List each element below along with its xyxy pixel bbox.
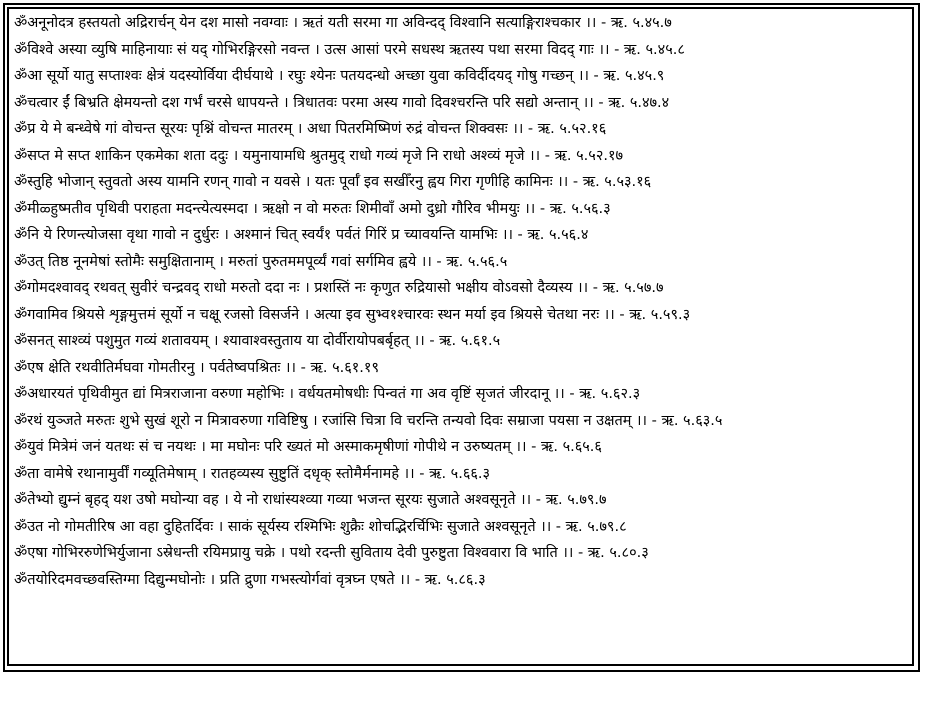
verse-line: ॐगोमदश्वावद् रथवत् सुवीरं चन्द्रवद् राधो मरुतो ददा नः । प्रशस्तिं नः कृणुत रुद्रियासो भक्षीय वोऽवसो दैव्यस्य ।। - ऋ. ५.५७.७	[14, 280, 664, 296]
verse-line: ॐअधारयतं पृथिवीमुत द्यां मित्रराजाना वरुणा महोभिः । वर्धयतमोषधीः पिन्वतं गा अव वृष्टिं सृजतं जीरदानू ।। - ऋ. ५.६२.३	[14, 386, 641, 402]
verse-line: ॐअनूनोदत्र हस्तयतो अद्रिरार्चन् येन दश मासो नवग्वाः । ऋतं यती सरमा गा अविन्दद् विश्वानि सत्याङ्गिराश्चकार ।। - ऋ. ५.४५.७	[14, 15, 672, 31]
verse-line: ॐरथं युञ्जते मरुतः शुभे सुखं शूरो न मित्रावरुणा गविष्टिषु । रजांसि चित्रा वि चरन्ति तन्यवो दिवः सम्राजा पयसा न उक्षतम् ।। - ऋ. ५.६३.५	[14, 412, 723, 429]
verse-line: ॐएष क्षेति रथवीतिर्मघवा गोमतीरनु । पर्वतेष्वपश्रितः ।। - ऋ. ५.६१.१९	[14, 359, 379, 376]
verse-line: ॐचत्वार ईं बिभ्रति क्षेमयन्तो दश गर्भं चरसे धापयन्ते । त्रिधातवः परमा अस्य गावो दिवश्चरन्ति परि सद्यो अन्तान् ।। - ऋ. ५.४७.४	[14, 94, 670, 111]
verse-line: ॐएषा गोभिररुणेभिर्युजाना ऽस्रेधन्ती रयिमप्रायु चक्रे । पथो रदन्ती सुविताय देवी पुरुष्टुता विश्ववारा वि भाति ।। - ऋ. ५.८०.३	[14, 545, 649, 561]
verse-line: ॐनि ये रिणन्त्योजसा वृथा गावो न दुर्धुरः । अश्मानं चित् स्वर्यं१ पर्वतं गिरिं प्र च्यावयन्ति यामभिः ।। - ऋ. ५.५६.४	[14, 227, 589, 243]
verse-line: ॐप्र ये मे बन्ध्वेषे गां वोचन्त सूरयः पृश्निं वोचन्त मातरम् । अधा पितरमिष्मिणं रुद्रं वोचन्त शिक्वसः ।। - ऋ. ५.५२.१६	[14, 121, 607, 137]
verse-line: ॐगवामिव श्रियसे शृङ्गमुत्तमं सूर्यो न चक्षू रजसो विसर्जने । अत्या इव सुभ्व१श्चारवः स्थन मर्या इव श्रियसे चेतथा नरः ।। - ऋ. ५.५९.३	[14, 306, 691, 323]
verse-line: ॐउत नो गोमतीरिष आ वहा दुहितर्दिवः । साकं सूर्यस्य रश्मिभिः शुक्रैः शोचद्भिरर्चिभिः सुजाते अश्वसूनृते ।। - ऋ. ५.७९.८	[14, 518, 627, 535]
verse-line: ॐमीळ्हुष्मतीव पृथिवी पराहता मदन्त्येत्यस्मदा । ऋक्षो न वो मरुतः शिमीवाँ अमो दुध्रो गौरिव भीमयुः ।। - ऋ. ५.५६.३	[14, 200, 611, 217]
verse-line: ॐयुवं मित्रेमं जनं यतथः सं च नयथः । मा मघोनः परि ख्यतं मो अस्माकमृषीणां गोपीथे न उरुष्यतम् ।। - ऋ. ५.६५.६	[14, 439, 602, 455]
verse-line: ॐविश्वे अस्या व्युषि माहिनायाः सं यद् गोभिरङ्गिरसो नवन्त । उत्स आसां परमे सधस्थ ऋतस्य पथा सरमा विदद् गाः ।। - ऋ. ५.४५.८	[14, 41, 685, 58]
verse-line: ॐतयोरिदमवच्छवस्तिग्मा दिद्युन्मघोनोः । प्रति द्रुणा गभस्त्योर्गवां वृत्रघ्न एषते ।। - ऋ. ५.८६.३	[14, 571, 486, 588]
verse-line: ॐता वामेषे रथानामुर्वीं गव्यूतिमेषाम् । रातहव्यस्य सुष्टुतिं दधृक् स्तोमैर्मनामहे ।। - ऋ. ५.६६.३	[14, 465, 491, 482]
verse-line: ॐसप्त मे सप्त शाकिन एकमेका शता ददुः । यमुनायामधि श्रुतमुद् राधो गव्यं मृजे नि राधो अश्व्यं मृजे ।। - ऋ. ५.५२.१७	[14, 147, 624, 164]
verse-line: ॐसनत् साश्व्यं पशुमुत गव्यं शतावयम् । श्यावाश्वस्तुताय या दोर्वीरायोपबर्बृहत् ।। - ऋ. ५.६१.५	[14, 333, 501, 349]
verse-list	[14, 10, 909, 593]
verse-line: ॐआ सूर्यो यातु सप्ताश्वः क्षेत्रं यदस्योर्विया दीर्घयाथे । रघुः श्येनः पतयदन्धो अच्छा युवा कविर्दीदयद् गोषु गच्छन् ।। - ऋ. ५.४५.९	[14, 68, 665, 84]
verse-line: ॐउत् तिष्ठ नूनमेषां स्तोमैः समुक्षितानाम् । मरुतां पुरुतममपूर्व्यं गवां सर्गमिव ह्वये ।। - ऋ. ५.५६.५	[14, 253, 508, 270]
verse-line: ॐतेभ्यो द्युम्नं बृहद् यश उषो मघोन्या वह । ये नो राधांस्यश्व्या गव्या भजन्त सूरयः सुजाते अश्वसूनृते ।। - ऋ. ५.७९.७	[14, 492, 607, 508]
verse-line: ॐस्तुहि भोजान् स्तुवतो अस्य यामनि रणन् गावो न यवसे । यतः पूर्वाँ इव सखीँरनु ह्वय गिरा गृणीहि कामिनः ।। - ऋ. ५.५३.१६	[14, 174, 652, 190]
